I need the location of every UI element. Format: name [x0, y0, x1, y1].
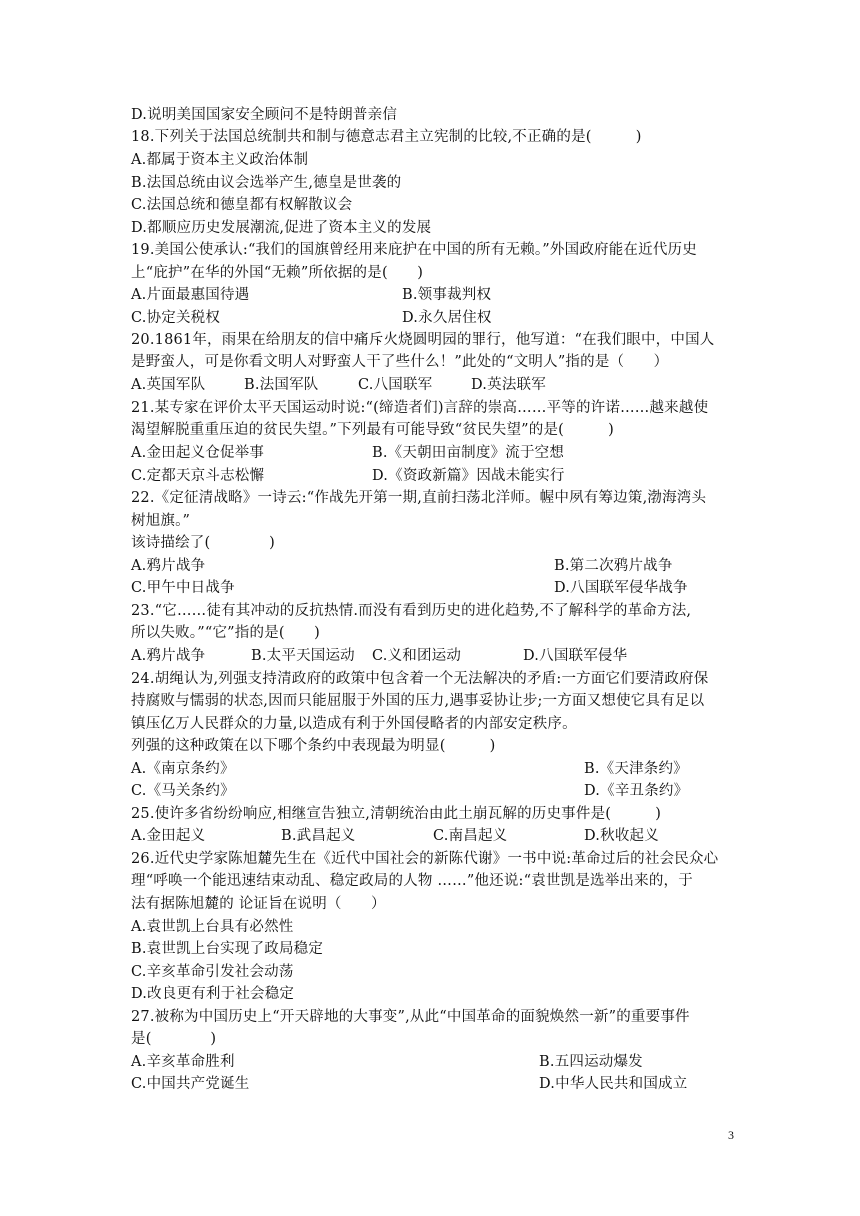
question-line: 理“呼唤一个能迅速结束动乱、稳定政局的人物 ……”他还说:“袁世凯是选举出来的，于	[131, 873, 693, 889]
page-number: 3	[728, 1128, 734, 1142]
question-line: C.法国总统和德皇都有权解散议会	[131, 197, 353, 213]
option: B.第二次鸦片战争	[554, 558, 673, 574]
question-line: D.都顺应历史发展潮流,促进了资本主义的发展	[131, 220, 432, 236]
question-line: 渴望解脱重重压迫的贫民失望。”下列最有可能导致“贫民失望”的是( )	[131, 422, 614, 438]
option: D.英法联军	[471, 377, 546, 393]
option: C.协定关税权	[131, 310, 221, 326]
question-line: 18.下列关于法国总统制共和制与德意志君主立宪制的比较,不正确的是( )	[131, 129, 642, 145]
option: A.金田起义仓促举事	[131, 445, 265, 461]
question-line: 持腐败与懦弱的状态,因而只能屈服于外国的压力,遇事妥协让步;一方面又想使它具有足以	[131, 693, 705, 709]
question-line: 树旭旗。”	[131, 513, 191, 529]
question-line: A.袁世凯上台具有必然性	[131, 919, 294, 935]
option: A.英国军队	[131, 377, 206, 393]
option: D.《资政新篇》因战未能实行	[372, 468, 565, 484]
question-line: B.袁世凯上台实现了政局稳定	[131, 941, 324, 957]
option: C.八国联军	[358, 377, 433, 393]
question-line: 该诗描绘了( )	[131, 535, 276, 551]
option: A.《南京条约》	[131, 761, 235, 777]
question-line: B.法国总统由议会选举产生,德皇是世袭的	[131, 175, 402, 191]
question-line: 26.近代史学家陈旭麓先生在《近代中国社会的新陈代谢》一书中说:革命过后的社会民众心	[131, 851, 719, 867]
question-line: 24.胡绳认为,列强支持清政府的政策中包含着一个无法解决的矛盾:一方面它们要清政府保	[131, 671, 709, 687]
question-line: C.辛亥革命引发社会动荡	[131, 964, 294, 980]
question-line: 25.使许多省纷纷响应,相继宣告独立,清朝统治由此土崩瓦解的历史事件是( )	[131, 806, 662, 822]
option: C.中国共产党诞生	[131, 1076, 250, 1092]
option: D.秋收起义	[584, 828, 659, 844]
question-line: A.都属于资本主义政治体制	[131, 152, 309, 168]
question-line: 所以失败。”“它”指的是( )	[131, 625, 321, 641]
question-line: 镇压亿万人民群众的力量,以造成有利于外国侵略者的内部安定秩序。	[131, 716, 577, 732]
option: C.《马关条约》	[131, 783, 235, 799]
question-line: 19.美国公使承认:“我们的国旗曾经用来庇护在中国的所有无赖。”外国政府能在近代历史	[131, 242, 697, 258]
question-line: 22.《定征清战略》一诗云:“作战先开第一期,直前扫荡北洋师。幄中夙有筹边策,渤海湾头	[131, 490, 707, 506]
question-line: D.改良更有利于社会稳定	[131, 986, 295, 1002]
option: A.鸦片战争	[131, 648, 206, 664]
question-line: 是( )	[131, 1031, 217, 1047]
question-line: 23.“它……徒有其冲动的反抗热情.而没有看到历史的进化趋势,不了解科学的革命方法,	[131, 603, 692, 619]
question-line: 上“庇护”在华的外国“无赖”所依据的是( )	[131, 265, 424, 281]
question-line: 是野蛮人，可是你看文明人对野蛮人干了些什么！”此处的“文明人”指的是（ ）	[131, 354, 669, 370]
option: B.《天朝田亩制度》流于空想	[372, 445, 565, 461]
option: B.武昌起义	[281, 828, 356, 844]
option: B.《天津条约》	[584, 761, 688, 777]
option: B.领事裁判权	[402, 287, 492, 303]
option: A.片面最惠国待遇	[131, 287, 250, 303]
option: D.《辛丑条约》	[584, 783, 689, 799]
option: B.法国军队	[244, 377, 319, 393]
question-line: 法有据陈旭麓的 论证旨在说明（ ）	[131, 896, 386, 912]
option: D.永久居住权	[402, 310, 492, 326]
question-line: 20.1861年，雨果在给朋友的信中痛斥火烧圆明园的罪行，他写道：“在我们眼中，中国人	[131, 332, 715, 348]
option: D.八国联军侵华战争	[554, 580, 688, 596]
question-line: 列强的这种政策在以下哪个条约中表现最为明显( )	[131, 738, 496, 754]
option: B.太平天国运动	[251, 648, 355, 664]
option: D.八国联军侵华	[523, 648, 628, 664]
option: C.义和团运动	[372, 648, 462, 664]
option: C.定都天京斗志松懈	[131, 468, 265, 484]
question-line: 27.被称为中国历史上“开天辟地的大事变”,从此“中国革命的面貌焕然一新”的重要事件	[131, 1009, 690, 1025]
option: D.中华人民共和国成立	[539, 1076, 688, 1092]
option: B.五四运动爆发	[539, 1054, 643, 1070]
question-line: D.说明美国国家安全顾问不是特朗普亲信	[131, 107, 398, 123]
question-line: 21.某专家在评价太平天国运动时说:“(缔造者们)言辞的崇高……平等的许诺……越来越使	[131, 400, 709, 416]
option: C.南昌起义	[433, 828, 508, 844]
option: A.鸦片战争	[131, 558, 206, 574]
option: A.辛亥革命胜利	[131, 1054, 235, 1070]
option: A.金田起义	[131, 828, 206, 844]
option: C.甲午中日战争	[131, 580, 235, 596]
